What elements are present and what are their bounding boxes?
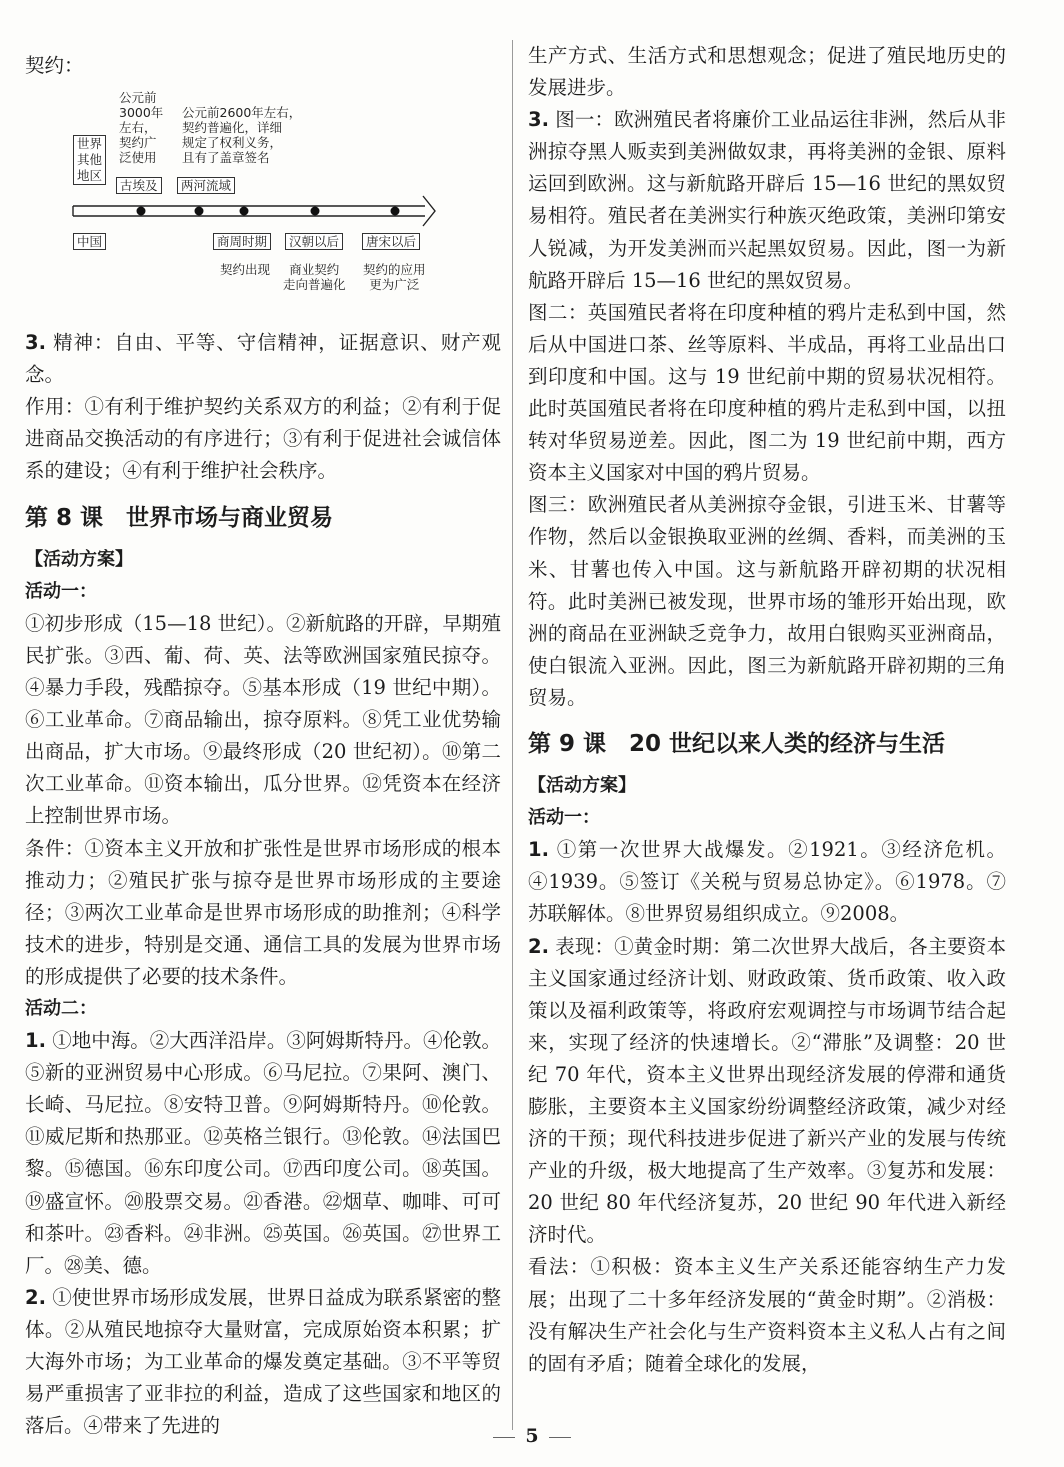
timeline-dot-egypt bbox=[137, 207, 146, 216]
column-divider bbox=[512, 40, 513, 1430]
timeline-dot-tang bbox=[391, 207, 400, 216]
han-box: 汉朝以后 bbox=[285, 233, 343, 250]
egypt-note bbox=[119, 90, 163, 165]
world-label-3: 地区 bbox=[77, 168, 103, 184]
meso-note-4: 且有了盖章签名 bbox=[182, 150, 270, 166]
contract-label: 契约： bbox=[25, 54, 84, 77]
timeline-dot-meso bbox=[195, 207, 204, 216]
activity-1-item-2-text: 表现：①黄金时期：第二次世界大战后，各主要资本主义国家通过经济计划、财政政策、货币政策、收入政策以及福利政策等，将政府宏观调控与市场调节结合起来，实现了经济的快速增长。②“滞胀”及调整：20 世纪 70 年代，资本主义世界出现经济发展的停滞和通货膨胀，主要资本主义国家纷纷调整经济政策，减少对经济的干预；现代科技进步促进了新兴产业的发展与传统产业的升级，极大地提高了生产效率。③复苏和发展：20 世纪 80 年代经济复苏，20 世纪 90 年代进入新经济时代。 bbox=[528, 934, 1006, 1247]
activity-1-item-1 bbox=[528, 834, 1006, 930]
tang-note-2: 更为广泛 bbox=[369, 277, 420, 293]
activity-2-item-2-text: ①使世界市场形成发展，世界日益成为联系紧密的整体。②从殖民地掠夺大量财富，完成原始资本积累；扩大海外市场；为工业革命的爆发奠定基础。③不平等贸易严重损害了亚非拉的利益，造成了这些国家和地区的落后。④带来了先进的 bbox=[25, 1285, 501, 1438]
meso-note-2: 契约普遍化，详细 bbox=[182, 120, 283, 136]
world-label-2: 其他 bbox=[77, 152, 103, 168]
contract-timeline bbox=[25, 82, 501, 327]
right-column bbox=[528, 0, 1006, 1380]
activity-1-conditions: 条件：①资本主义开放和扩张性是世界市场形成的根本推动力；②殖民扩张与掠夺是世界市场形成的主要途径；③两次工业革命是世界市场形成的助推剂；④科学技术的进步，特别是交通、通信工具的发展为世界市场的形成提供了必要的技术条件。 bbox=[25, 836, 501, 988]
tang-note bbox=[363, 262, 426, 292]
meso-note-1: 公元前2600年左右， bbox=[182, 105, 302, 121]
timeline-arrowhead bbox=[423, 196, 435, 226]
item-number: 2. bbox=[528, 934, 549, 958]
left-column bbox=[25, 0, 501, 1442]
item-number: 3. bbox=[528, 108, 549, 132]
item-number: 3. bbox=[25, 331, 46, 355]
lesson-9-title: 第 9 课 20 世纪以来人类的经济与生活 bbox=[528, 730, 946, 757]
meso-note bbox=[182, 105, 301, 165]
contract-spirit bbox=[25, 327, 501, 391]
contract-spirit-text: 精神：自由、平等、守信精神，证据意识、财产观念。 bbox=[25, 331, 501, 387]
egypt-box: 古埃及 bbox=[116, 177, 162, 194]
item-number: 1. bbox=[528, 838, 549, 862]
tang-box: 唐宋以后 bbox=[362, 233, 420, 250]
activity-1-item-2 bbox=[528, 931, 1006, 1252]
item-number: 1. bbox=[25, 1029, 46, 1053]
page-number bbox=[0, 1425, 1064, 1447]
egypt-note-1: 公元前 bbox=[119, 90, 157, 106]
timeline-dot-han bbox=[311, 207, 320, 216]
figure-analysis-1 bbox=[528, 104, 1006, 297]
activity-1-heading: 活动一： bbox=[25, 580, 97, 602]
meso-box: 两河流域 bbox=[177, 177, 235, 194]
activity-plan-heading: 【活动方案】 bbox=[528, 775, 636, 797]
activity-1-item-1-text: ①第一次世界大战爆发。②1921。③经济危机。④1939。⑤签订《关税与贸易总协定》。⑥1978。⑦苏联解体。⑧世界贸易组织成立。⑨2008。 bbox=[528, 838, 1006, 926]
timeline-dot-shang bbox=[240, 207, 249, 216]
activity-1-heading: 活动一： bbox=[528, 807, 600, 829]
item-number: 2. bbox=[25, 1285, 46, 1309]
opinion-text: 看法：①积极：资本主义生产关系还能容纳生产力发展；出现了二十多年经济发展的“黄金时期”。②消极：没有解决生产社会化与生产资料资本主义私人占有之间的固有矛盾；随着全球化的发展， bbox=[528, 1255, 1006, 1375]
activity-2-item-1 bbox=[25, 1025, 501, 1282]
han-note bbox=[283, 262, 346, 292]
contract-role: 作用：①有利于维护契约关系双方的利益；②有利于促进商品交换活动的有序进行；③有利于促进社会诚信体系的建设；④有利于维护社会秩序。 bbox=[25, 395, 501, 483]
shang-note: 契约出现 bbox=[220, 262, 271, 278]
figure-analysis-2: 图二：英国殖民者将在印度种植的鸦片走私到中国，然后从中国进口茶、丝等原料、半成品，再将工业品出口到印度和中国。这与 19 世纪前中期的贸易状况相符。此时英国殖民者将在印度种植的鸦片走私到中国，以扭转对华贸易逆差。因此，图二为 19 世纪前中期，西方资本主义国家对中国的鸦片贸易。 bbox=[528, 300, 1006, 485]
han-note-1: 商业契约 bbox=[289, 262, 340, 278]
egypt-note-5: 泛使用 bbox=[119, 150, 157, 166]
meso-note-3: 规定了权利义务， bbox=[182, 135, 283, 151]
activity-plan-heading: 【活动方案】 bbox=[25, 548, 133, 570]
han-note-2: 走向普遍化 bbox=[283, 277, 346, 293]
egypt-note-2: 3000年 bbox=[119, 105, 164, 121]
page-number-value: 5 bbox=[525, 1425, 539, 1447]
egypt-note-3: 左右， bbox=[119, 120, 157, 136]
lesson-8-title: 第 8 课 世界市场与商业贸易 bbox=[25, 504, 334, 531]
activity-2-item-2 bbox=[25, 1282, 501, 1442]
world-label-box bbox=[73, 135, 106, 185]
figure-analysis-3: 图三：欧洲殖民者从美洲掠夺金银，引进玉米、甘薯等作物，然后以金银换取亚洲的丝绸、香料，而美洲的玉米、甘薯也传入中国。这与新航路开辟初期的状况相符。此时美洲已被发现，世界市场的雏形开始出现，欧洲的商品在亚洲缺乏竞争力，故用白银购买亚洲商品，使白银流入亚洲。因此，图三为新航路开辟初期的三角贸易。 bbox=[528, 493, 1006, 709]
shang-box: 商周时期 bbox=[213, 233, 271, 250]
egypt-note-4: 契约广 bbox=[119, 135, 157, 151]
world-label-1: 世界 bbox=[77, 136, 103, 152]
activity-2-heading: 活动二： bbox=[25, 997, 97, 1019]
continued-text: 生产方式、生活方式和思想观念；促进了殖民地历史的发展进步。 bbox=[528, 44, 1006, 100]
activity-2-item-1-text: ①地中海。②大西洋沿岸。③阿姆斯特丹。④伦敦。⑤新的亚洲贸易中心形成。⑥马尼拉。⑦果阿、澳门、长崎、马尼拉。⑧安特卫普。⑨阿姆斯特丹。⑩伦敦。⑪威尼斯和热那亚。⑫英格兰银行。⑬伦敦。⑭法国巴黎。⑮德国。⑯东印度公司。⑰西印度公司。⑱英国。⑲盛宣怀。⑳股票交易。㉑香港。㉒烟草、咖啡、可可和茶叶。㉓香料。㉔非洲。㉕英国。㉖英国。㉗世界工厂。㉘美、德。 bbox=[25, 1029, 501, 1277]
figure-1-text: 图一：欧洲殖民者将廉价工业品运往非洲，然后从非洲掠夺黑人贩卖到美洲做奴隶，再将美洲的金银、原料运回到欧洲。这与新航路开辟后 15—16 世纪的黑奴贸易相符。殖民者在美洲实行种族灭绝政策，美洲印第安人锐减，为开发美洲而兴起黑奴贸易。因此，图一为新航路开辟后 15—16 世纪的黑奴贸易。 bbox=[528, 108, 1006, 292]
activity-1-text: ①初步形成（15—18 世纪）。②新航路的开辟，早期殖民扩张。③西、葡、荷、英、法等欧洲国家殖民掠夺。④暴力手段，残酷掠夺。⑤基本形成（19 世纪中期）。⑥工业革命。⑦商品输出，掠夺原料。⑧凭工业优势输出商品，扩大市场。⑨最终形成（20 世纪初）。⑩第二次工业革命。⑪资本输出，瓜分世界。⑫凭资本在经济上控制世界市场。 bbox=[25, 611, 501, 828]
china-box: 中国 bbox=[73, 233, 106, 250]
tang-note-1: 契约的应用 bbox=[363, 262, 426, 278]
